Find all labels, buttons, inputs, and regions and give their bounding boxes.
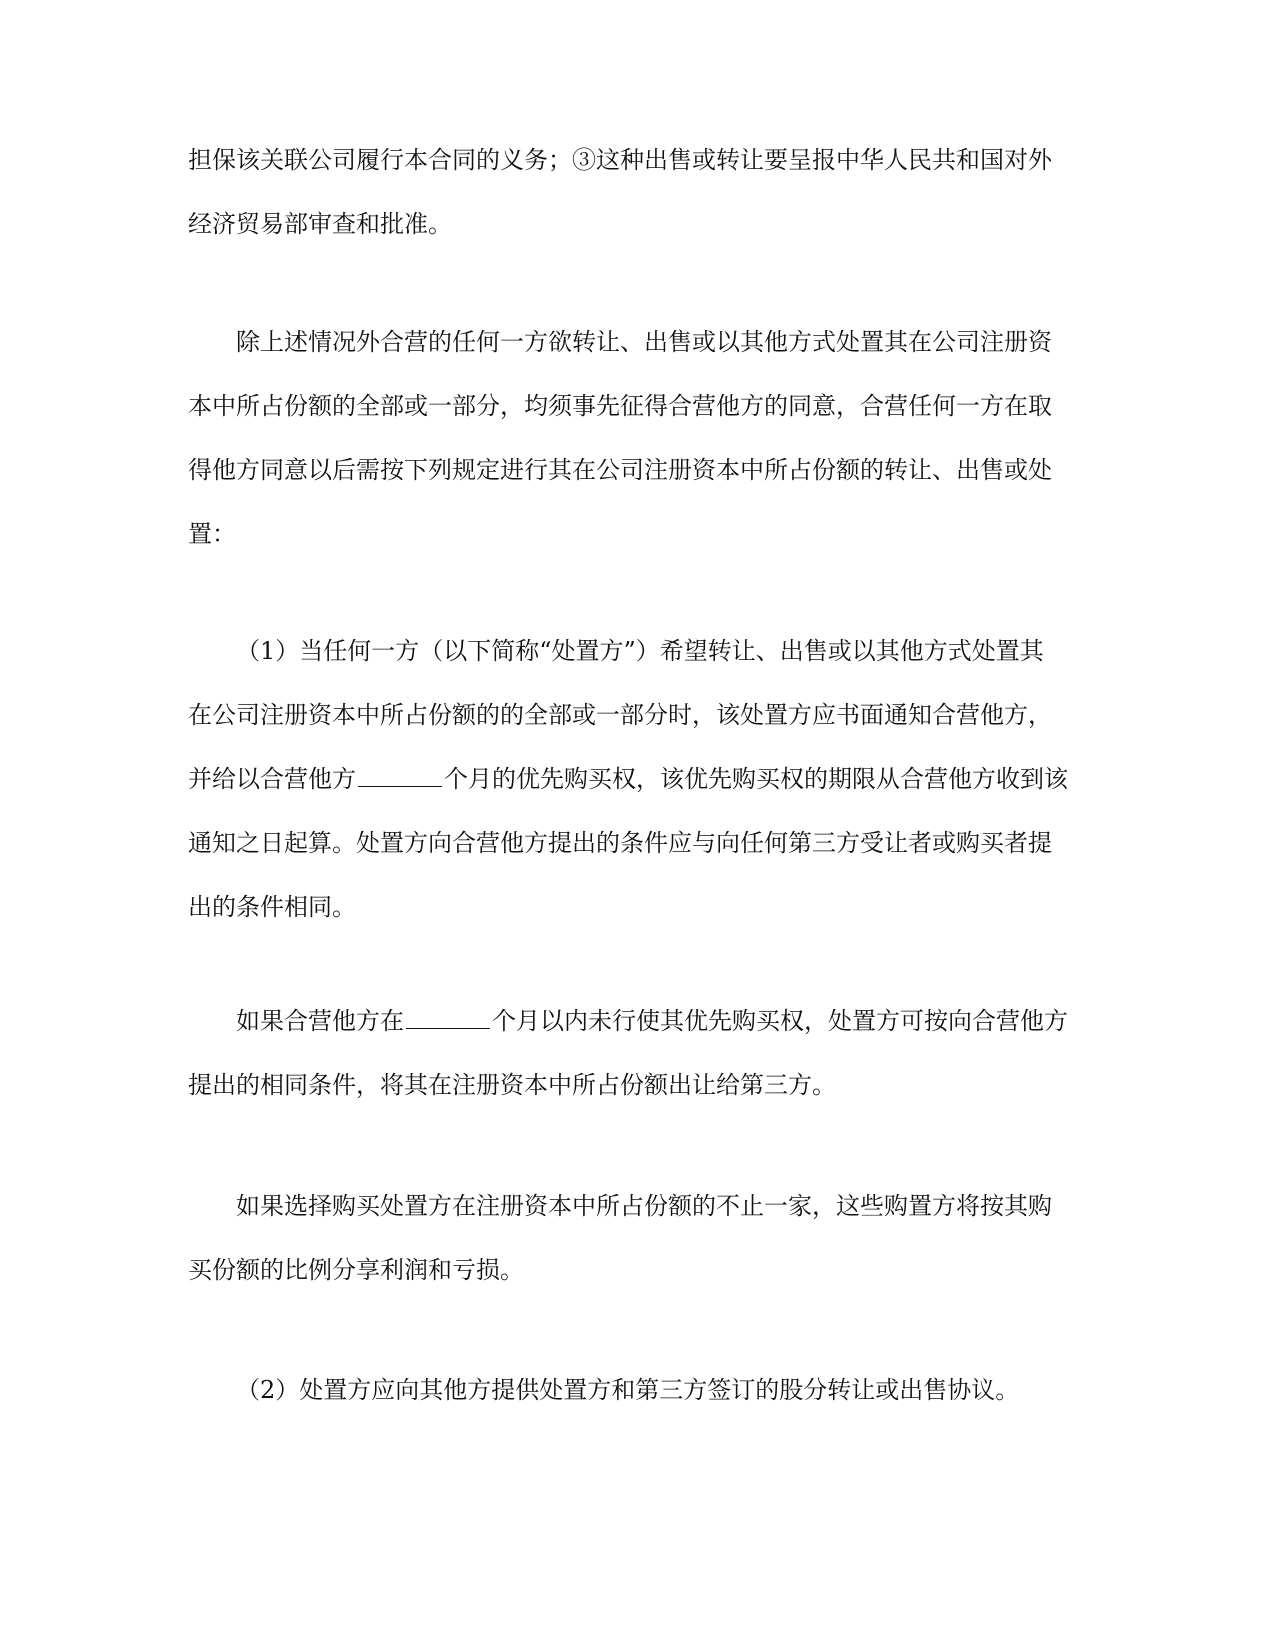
- fill-in-blank-months: [406, 1006, 490, 1029]
- paragraph-transfer-consent: [188, 310, 1098, 566]
- text-line: 提出的相同条件，将其在注册资本中所占份额出让给第三方。: [188, 1071, 836, 1099]
- text-line: 在公司注册资本中所占份额的的全部或一部分时，该处置方应书面通知合营他方，: [188, 701, 1052, 729]
- text-line: 除上述情况外合营的任何一方欲转让、出售或以其他方式处置其在公司注册资: [236, 328, 1052, 356]
- text-line: 通知之日起算。处置方向合营他方提出的条件应与向任何第三方受让者或购买者提: [188, 829, 1052, 857]
- paragraph-preemptive-expiry: [188, 989, 1098, 1117]
- text-line: （1）当任何一方（以下简称“处置方”）希望转让、出售或以其他方式处置其: [236, 637, 1044, 665]
- paragraph-clause-2: [188, 1358, 1098, 1422]
- text-line: 本中所占份额的全部或一部分，均须事先征得合营他方的同意，合营任何一方在取: [188, 392, 1052, 420]
- text-line: 得他方同意以后需按下列规定进行其在公司注册资本中所占份额的转让、出售或处: [188, 456, 1052, 484]
- text-line: 如果选择购买处置方在注册资本中所占份额的不止一家，这些购置方将按其购: [236, 1192, 1052, 1220]
- text-line: 买份额的比例分享利润和亏损。: [188, 1256, 524, 1284]
- paragraph-continuation: [188, 128, 1098, 256]
- text-line: [188, 989, 1098, 1053]
- paragraph-clause-1: [188, 619, 1098, 939]
- text-line: 担保该关联公司履行本合同的义务；③这种出售或转让要呈报中华人民共和国对外: [188, 146, 1052, 174]
- text-line: 经济贸易部审查和批准。: [188, 210, 452, 238]
- text-line: （2）处置方应向其他方提供处置方和第三方签订的股分转让或出售协议。: [236, 1376, 1020, 1404]
- text-segment: 个月以内未行使其优先购买权，处置方可按向合营他方: [492, 1007, 1068, 1035]
- text-segment: 个月的优先购买权，该优先购买权的期限从合营他方收到该: [444, 765, 1068, 793]
- text-segment: 并给以合营他方: [188, 765, 356, 793]
- text-line: [188, 747, 1098, 811]
- fill-in-blank-months: [358, 764, 442, 787]
- text-segment: 如果合营他方在: [236, 1007, 404, 1035]
- text-line: 置：: [188, 520, 236, 548]
- paragraph-multiple-buyers: [188, 1174, 1098, 1302]
- text-line: 出的条件相同。: [188, 893, 356, 921]
